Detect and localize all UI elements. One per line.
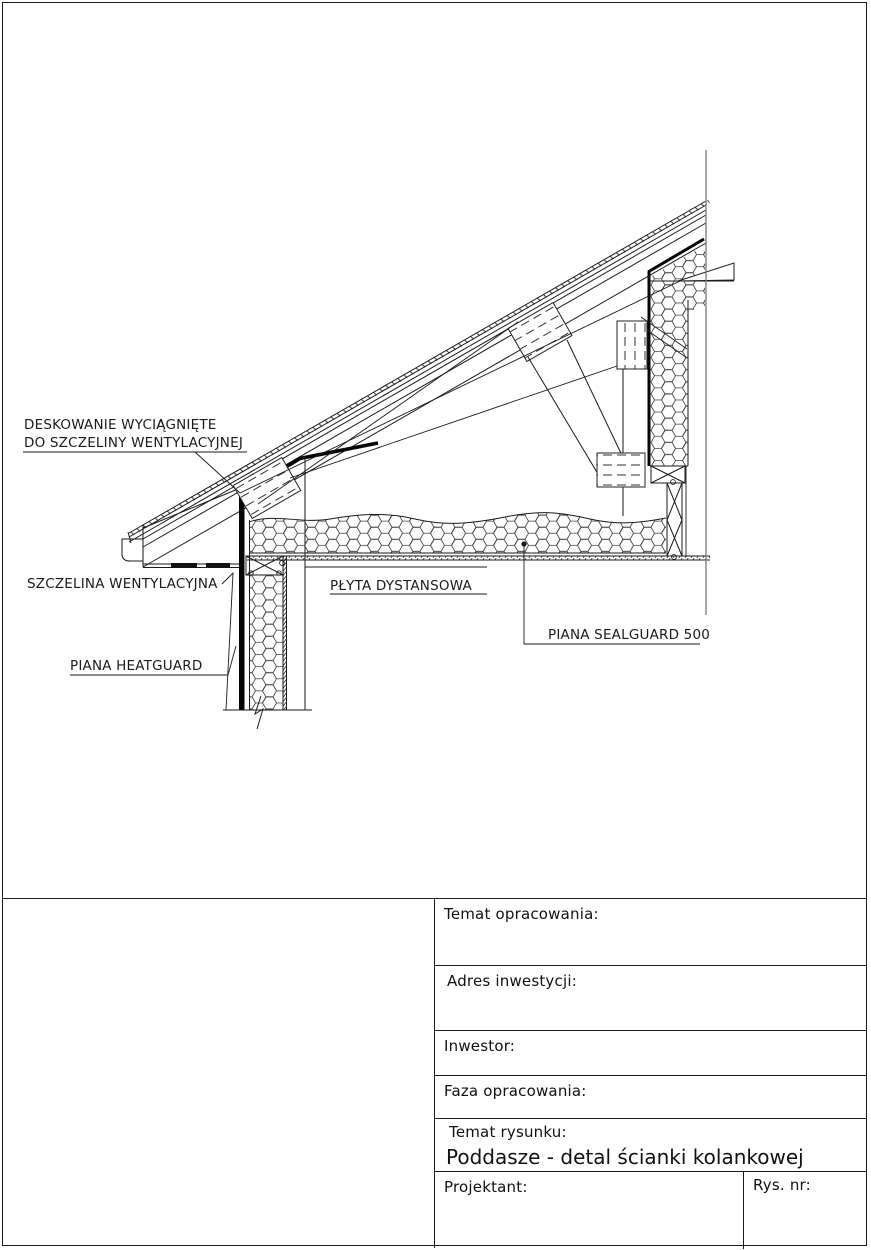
eave-boarding-edge [143,489,238,528]
strut-left-edge [528,357,598,474]
leader-szczelina [222,573,233,710]
wall-foam-insulation [250,575,283,710]
temat-opracowania-label: Temat opracowania: [444,905,599,923]
soffit-vent-gap-1 [171,563,197,568]
label-deskowanie-line2: DO SZCZELINY WENTYLACYJNEJ [24,435,243,451]
roof-line-rafter-underside [143,243,706,567]
roof-line-deck-top [143,215,706,539]
label-heatguard: PIANA HEATGUARD [70,658,203,674]
field-adres-inwestycji [435,966,867,1031]
ceiling-foam-fill [249,513,666,553]
faza-opracowania-label: Faza opracowania: [444,1082,587,1100]
adres-inwestycji-label: Adres inwestycji: [447,972,577,990]
wall-inner-board-hatch [283,556,287,710]
spacer-block-upper [617,321,647,369]
roof-line-deck-bottom [143,223,706,547]
projektant-label: Projektant: [444,1178,528,1196]
cross-braced-post [667,483,682,556]
field-temat-rysunku [435,1119,867,1172]
ceiling-board-hatch [247,556,710,560]
spacer-block-lower [597,453,645,487]
field-projektant [435,1172,867,1249]
temat-rysunku-label: Temat rysunku: [449,1123,567,1141]
title-block-fields [435,899,867,1248]
label-szczelina: SZCZELINA WENTYLACYJNA [27,576,218,592]
leader-sealguard-dot [521,541,526,546]
label-sealguard: PIANA SEALGUARD 500 [548,627,711,643]
field-temat-opracowania [435,899,867,966]
title-block-logo-cell [2,899,435,1248]
soffit-vent-gap-2 [206,563,230,568]
label-plyta: PŁYTA DYSTANSOWA [330,578,472,594]
rys-nr-label: Rys. nr: [753,1176,811,1194]
ceiling-insulation [247,513,710,560]
drawing-title: Poddasze - detal ścianki kolankowej [446,1145,804,1169]
construction-line-to-spacer [290,366,617,478]
structure-blocks [240,281,680,516]
roof-line-batten [129,210,706,542]
field-rys-nr [743,1172,867,1249]
field-faza-opracowania [435,1076,867,1119]
inwestor-label: Inwestor: [444,1037,516,1055]
gutter-profile [122,539,143,561]
title-block [2,898,867,1248]
field-inwestor [435,1031,867,1076]
label-deskowanie-line1: DESKOWANIE WYCIĄGNIĘTE [24,417,217,433]
wall-membrane-boarding [239,495,245,710]
